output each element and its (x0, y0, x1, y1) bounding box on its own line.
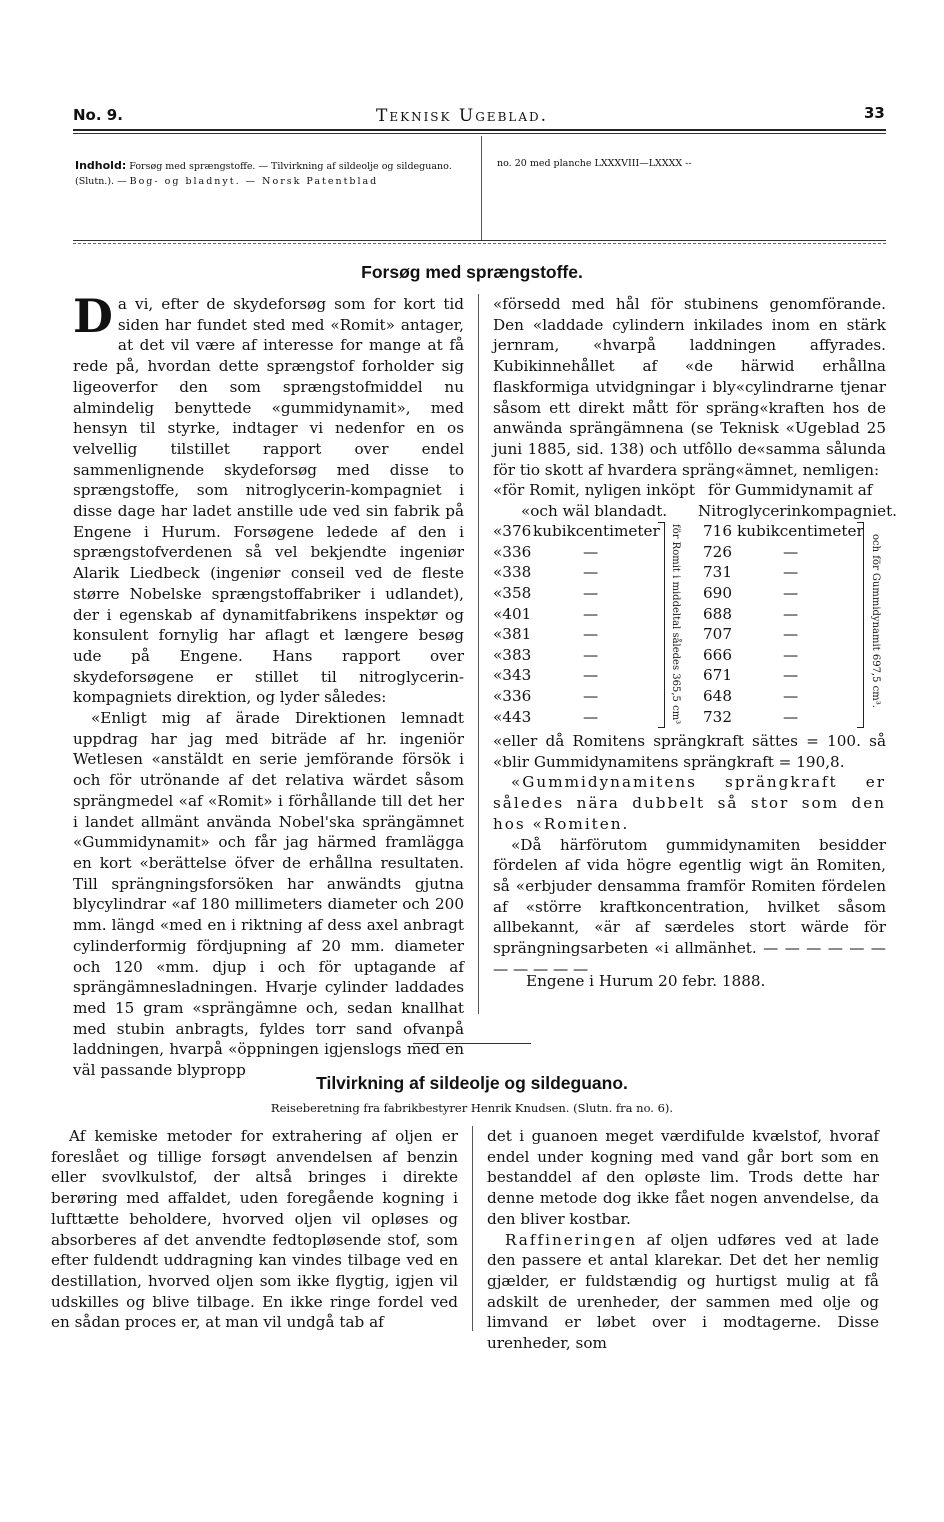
gummi-value: 707 (703, 625, 732, 644)
article1-p1: a vi, efter de skydeforsøg som for kort tid siden har fundet sted med «Romit» antager, at det vil være af interesse for mange at få rede på, hvordan dette sprængstof forholder sig ligeoverfor den som sprængstofmiddel nu almindelig benyttede «gummidynamit», med hensyn til styrke, indtager vi nedenfor en os velvellig tilstillet rapport over endel sammenlignende skydeforsøg med disse to sprængstoffe, som nitroglycerin-kompagniet i disse dage har ladet anstille ude ved sin fabrik på Engene i Hurum. Forsøgene ledede af den i sprængstofverdenen så vel bekjendte ingeniør Alarik Liedbeck (ingeniør conseil ved de fleste større Nobelske sprængstoffabriker i udlandet), der i egenskab af dynamitfabrikens inspektør og konsulent fornylig har aflagt et længere besøg ude på Engene. Hans rapport over skydeforsøgene er stillet til nitroglycerin-kompagniets direktion, og lyder således: (73, 295, 464, 707)
table-row (493, 707, 886, 728)
gummi-value: 716 (703, 522, 732, 541)
article2-title: Tilvirkning af sildeolje og sildeguano. (316, 1073, 628, 1093)
table-row (493, 686, 886, 707)
romit-value: «358 (493, 583, 532, 602)
article1-col-right-2 (493, 731, 886, 979)
signature: Engene i Hurum 20 febr. 1888. (526, 972, 766, 990)
romit-value: «443 (493, 707, 532, 726)
article2-p3: af oljen udføres ved at lade den passere et antal klarekar. Det det her nemlig gjælder, er fuldstændig og hurtigst mulig at få adskilt de urenheder, der sammen med olje og limvand er løbet over i modtagerne. Disse urenheder, som (487, 1230, 879, 1353)
gummi-value: 732 (703, 707, 732, 726)
ditto-dash-2: — (783, 542, 799, 561)
header-rule (73, 129, 886, 131)
table-note-left: för Romit i middeltal således 365,5 cm³ (670, 524, 681, 725)
article2-subtitle: Reiseberetning fra fabrikbestyrer Henrik Knudsen. (Slutn. fra no. 6). (270, 1101, 674, 1115)
table-row (493, 624, 886, 645)
table-row (493, 583, 886, 604)
toc-rule (73, 240, 886, 241)
ditto-dash-2: — (783, 625, 799, 644)
article1-p2: «Enligt mig af ärade Direktionen lemnadt uppdrag har jag med biträde af hr. ingeniör Wetlesen «anstäldt en serie jemförande försök i och för utrönande af det relativa wärdet såsom sprängmedel «af «Romit» i förhållande till det her i landet allmänt använda Nobel'ska sprängämnet «Gummidynamit» och får jag härmed framlägga en kort «berättelse öfver de erhållna resultaten. Till sprängningsforsöken har anwändts gjutna blycylindrar «af 180 millimeters diameter och 200 mm. längd «med en i riktning af dess axel anbragt cylinderformig fördjupning af 20 mm. diameter och 120 «mm. djup i och för uptagande af sprängämnesladningen. Hvarje cylinder laddades med 15 gram «sprängämne och, sedan knallhat med stubin anbragts, fyldes torr sand ofvanpå laddningen, hvarpå «öppningen igjenslogs med en väl passande blypropp (73, 709, 464, 1080)
gummi-value: 671 (703, 666, 732, 685)
article1-col-left (73, 289, 464, 1081)
section-rule (413, 1043, 531, 1044)
article2-p2: det i guanoen meget værdifulde kvælstof, hvoraf endel under kogning med vand går bort som en bestanddel af den opløste lim. Trods dette har denne metode dog ikke fået nogen anvendelse, da den bliver kostbar. (487, 1127, 879, 1228)
article-title: Forsøg med sprængstoffe. (361, 262, 583, 282)
column-divider (478, 294, 479, 1014)
article1-p3: «försedd med hål för stubinens genomförande. Den «laddade cylindern inkilades inom en stärk jernram, «hvarpå laddningen affyrades. Kubikinnehållet af «de härwid erhållna flaskformiga utvidgningar i bly«cylindrarne tjenar såsom ett direkt mått för spräng«kraften hos de anwända sprängämnena (se Teknisk «Ugeblad 25 juni 1885, sid. 138) och utfôllo de«samma sålunda för tio skott af hvardera spräng«ämnet, nemligen: (493, 295, 886, 479)
drop-cap: D (73, 289, 113, 343)
journal-title: Teknisk Ugeblad. (376, 106, 549, 126)
article2-p3-spaced: Raffineringen (505, 1230, 638, 1249)
ditto-dash: — (583, 645, 599, 664)
ditto-dash: — (583, 666, 599, 685)
romit-value: «343 (493, 666, 532, 685)
gummi-value: 690 (703, 583, 732, 602)
table-row (493, 665, 886, 686)
ditto-dash-2: — (783, 645, 799, 664)
table-row (493, 562, 886, 583)
toc-divider (481, 136, 482, 240)
table-row (493, 521, 886, 542)
ditto-dash-2: — (783, 686, 799, 705)
table-row (493, 604, 886, 625)
romit-value: «336 (493, 686, 532, 705)
left-brace (658, 522, 665, 728)
gummi-value: 688 (703, 604, 732, 623)
table-head-left-2: «och wäl blandadt. (521, 501, 668, 520)
romit-value: «383 (493, 645, 532, 664)
toc-right: no. 20 med planche LXXXVIII—LXXXX -- (497, 158, 692, 169)
ditto-dash: — (583, 686, 599, 705)
toc-label: Indhold: (75, 159, 127, 172)
ditto-dash-2: — (783, 604, 799, 623)
article1-p5: «Gummidynamitens sprängkraft er således nära dubbelt så stor som den hos «Romiten. (493, 773, 886, 833)
issue-number: No. 9. (73, 106, 123, 124)
article2-p1: Af kemiske metoder for extrahering af oljen er foreslået og tillige forsøgt anvendelsen af benzin eller svovlkulstof, der altså bringes i direkte berøring med affaldet, uden foregående kogning i lufttætte beholdere, hvorved oljen vil opløses og absorberes af det anvendte fedtopløsende stof, som efter fuldendt uddragning kan vindes tilbage ved en destillation, hvorved oljen som ikke flygtig, igjen vil udskilles og blive tilbage. En ikke ringe fordel ved en sådan proces er, at man vil undgå tab af (51, 1127, 458, 1332)
table-head-right-2: Nitroglycerinkompagniet. (698, 501, 898, 520)
gummi-value: 648 (703, 686, 732, 705)
gummi-value: 666 (703, 645, 732, 664)
romit-value: «376 (493, 522, 532, 541)
gummi-value: 731 (703, 563, 732, 582)
right-brace (857, 522, 864, 728)
unit-label-2: kubikcentimeter (737, 522, 864, 541)
ditto-dash: — (583, 563, 599, 582)
ditto-dash: — (583, 625, 599, 644)
toc-text: Forsøg med sprængstoffe. — Tilvirkning af sildeolje og sildeguano. (Slutn.). — (75, 161, 452, 187)
results-table (493, 480, 898, 727)
article1-p6: «Då härförutom gummidynamiten besidder fördelen af vida högre egentlig wigt än Romiten, så «erbjuder densamma framför Romiten fördelen af «större kraftkoncentration, hvilket såsom allbekannt, «är af særdeles stort wärde för sprängningsarbeten «i allmänhet. — — — — — — — — — — — (493, 835, 886, 978)
ditto-dash-2: — (783, 707, 799, 726)
romit-value: «401 (493, 604, 532, 623)
header-rule-2 (73, 133, 886, 134)
ditto-dash-2: — (783, 563, 799, 582)
column-divider-2 (472, 1126, 473, 1331)
table-row (493, 645, 886, 666)
article2-col-right (487, 1126, 879, 1354)
ditto-dash: — (583, 583, 599, 602)
table-row (493, 542, 886, 563)
romit-value: «381 (493, 625, 532, 644)
ditto-dash-2: — (783, 583, 799, 602)
ditto-dash: — (583, 604, 599, 623)
table-head-left: «för Romit, nyligen inköpt (493, 481, 695, 499)
ditto-dash: — (583, 707, 599, 726)
table-note-right: och för Gummidynamit 697,5 cm³. (870, 534, 881, 708)
article1-col-right (493, 294, 886, 480)
page-number: 33 (864, 104, 885, 122)
toc-rule-2 (73, 243, 886, 244)
article2-col-left (51, 1126, 458, 1333)
article1-p4: «eller då Romitens sprängkraft sättes = 100. så «blir Gummidynamitens sprängkraft = 190,8. (493, 732, 886, 771)
gummi-value: 726 (703, 542, 732, 561)
unit-label: kubikcentimeter (533, 522, 660, 541)
ditto-dash-2: — (783, 666, 799, 685)
toc-spaced: Bog- og bladnyt. — Norsk Patentblad (129, 176, 379, 187)
romit-value: «338 (493, 563, 532, 582)
ditto-dash: — (583, 542, 599, 561)
table-of-contents (75, 158, 470, 189)
romit-value: «336 (493, 542, 532, 561)
table-head-right: för Gummidynamit af (708, 481, 873, 499)
